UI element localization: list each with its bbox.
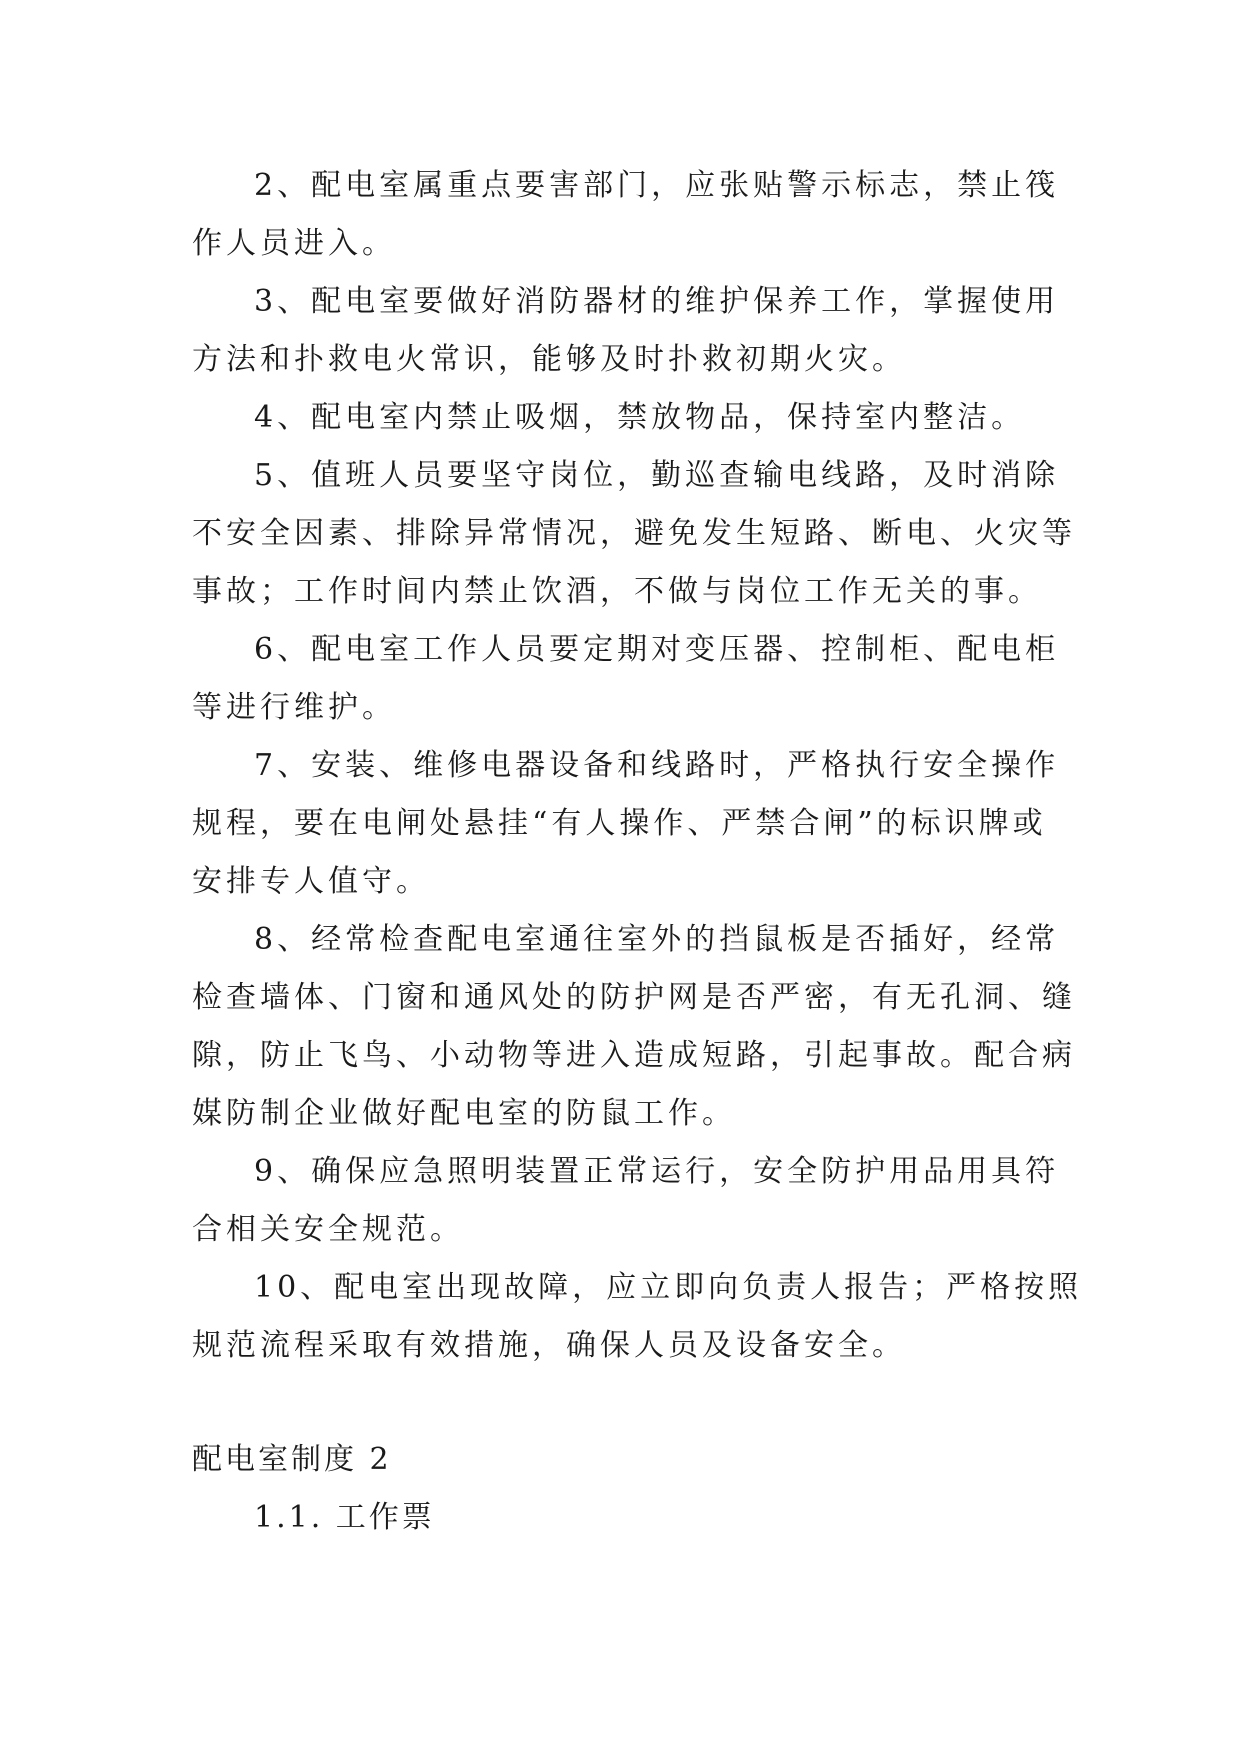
rule-2-line-2: 作人员进入。 <box>192 226 396 261</box>
rule-8-line-4: 媒防制企业做好配电室的防鼠工作。 <box>192 1096 736 1131</box>
rule-10-line-1: 10、配电室出现故障，应立即向负责人报告；严格按照 <box>254 1270 1083 1305</box>
rule-9-line-2: 合相关安全规范。 <box>192 1212 464 1247</box>
rule-7-line-2: 规程，要在电闸处悬挂“有人操作、严禁合闸”的标识牌或 <box>192 806 1047 841</box>
rule-9-line-1: 9、确保应急照明装置正常运行，安全防护用品用具符 <box>254 1154 1060 1189</box>
rule-8-line-3: 隙，防止飞鸟、小动物等进入造成短路，引起事故。配合病 <box>192 1038 1076 1073</box>
rule-8-line-1: 8、经常检查配电室通往室外的挡鼠板是否插好，经常 <box>254 922 1060 957</box>
section-title: 配电室制度 2 <box>192 1442 392 1477</box>
rule-5-line-2: 不安全因素、排除异常情况，避免发生短路、断电、火灾等 <box>192 516 1076 551</box>
rule-3-line-1: 3、配电室要做好消防器材的维护保养工作，掌握使用 <box>254 284 1060 319</box>
rule-2-line-1: 2、配电室属重点要害部门，应张贴警示标志，禁止筏 <box>254 168 1060 203</box>
rule-5-line-1: 5、值班人员要坚守岗位，勤巡查输电线路，及时消除 <box>254 458 1060 493</box>
rule-7-line-3: 安排专人值守。 <box>192 864 430 899</box>
rule-3-line-2: 方法和扑救电火常识，能够及时扑救初期火灾。 <box>192 342 906 377</box>
rule-4-line-1: 4、配电室内禁止吸烟，禁放物品，保持室内整洁。 <box>254 400 1026 435</box>
rule-7-line-1: 7、安装、维修电器设备和线路时，严格执行安全操作 <box>254 748 1060 783</box>
rule-6-line-1: 6、配电室工作人员要定期对变压器、控制柜、配电柜 <box>254 632 1060 667</box>
rule-8-line-2: 检查墙体、门窗和通风处的防护网是否严密，有无孔洞、缝 <box>192 980 1076 1015</box>
subsection-title: 1.1. 工作票 <box>254 1500 435 1535</box>
rule-5-line-3: 事故；工作时间内禁止饮酒，不做与岗位工作无关的事。 <box>192 574 1042 609</box>
rule-10-line-2: 规范流程采取有效措施，确保人员及设备安全。 <box>192 1328 906 1363</box>
rule-6-line-2: 等进行维护。 <box>192 690 396 725</box>
